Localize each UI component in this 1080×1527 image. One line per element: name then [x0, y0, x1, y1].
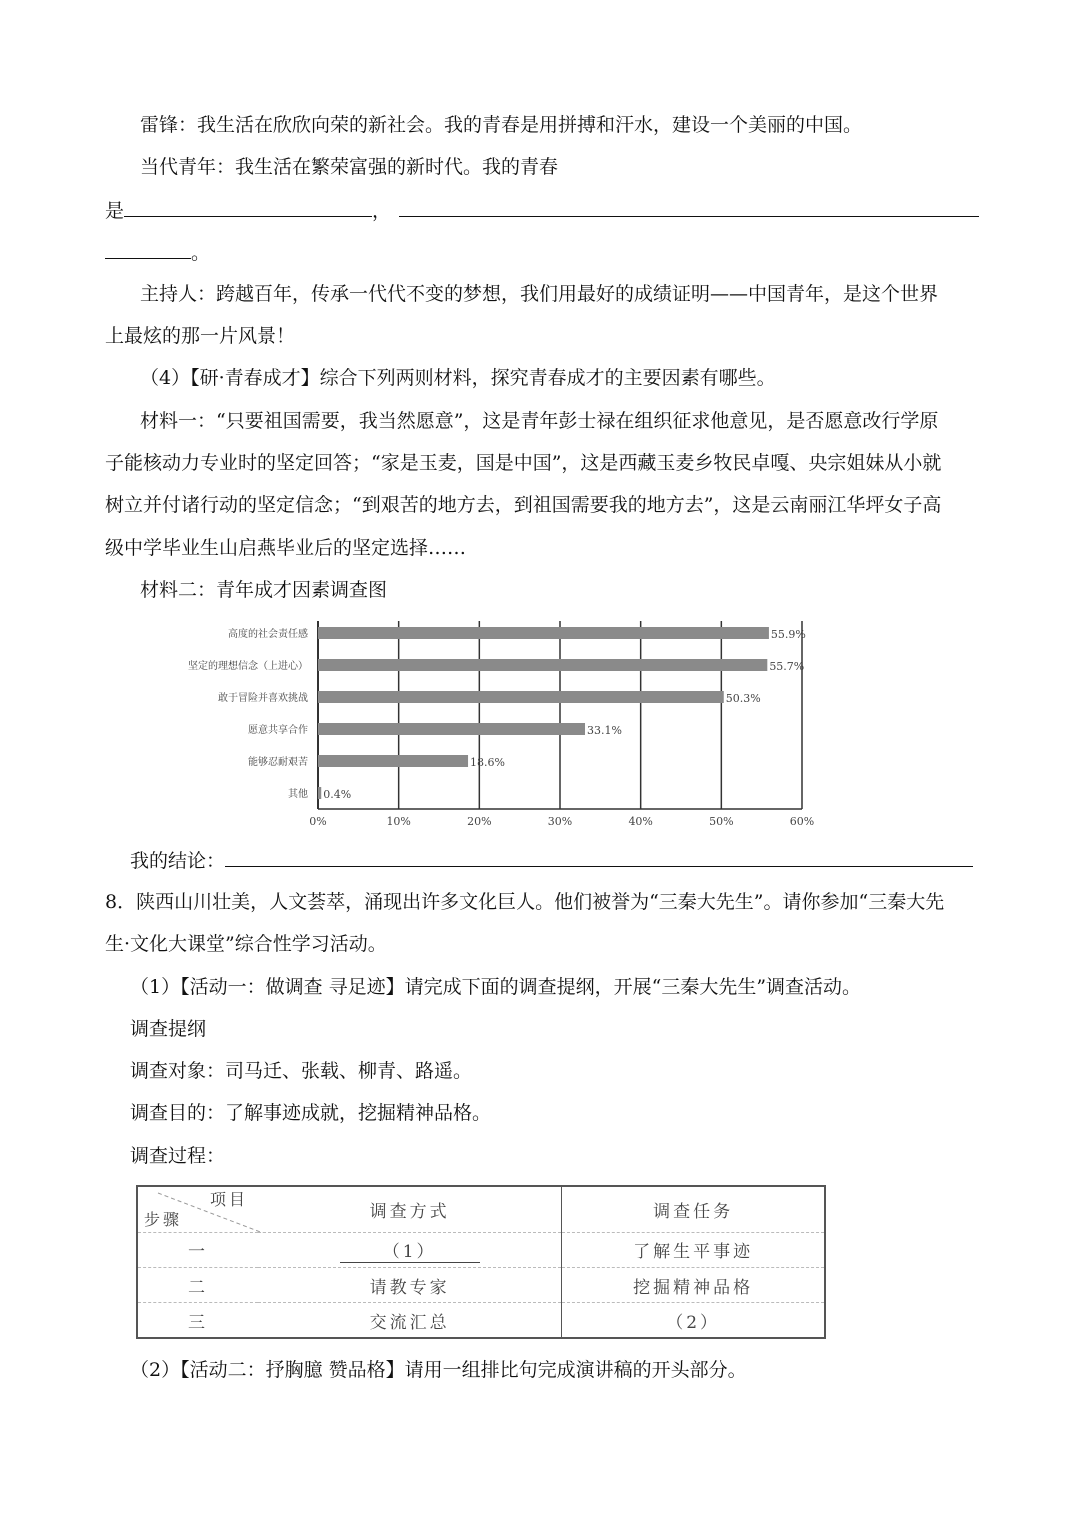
text: ， — [372, 200, 392, 222]
task: 了解生平事迹 — [562, 1232, 825, 1268]
category-label: 能够忍耐艰苦 — [248, 757, 308, 768]
survey-table — [136, 1185, 826, 1339]
question-8: 8．陕西山川壮美，人文荟萃，涌现出许多文化巨人。他们被誉为“三秦大先生”。请你参加“三秦大先 — [105, 891, 945, 913]
text-line: 材料二：青年成才因素调查图 — [140, 579, 388, 601]
table-row — [137, 1303, 825, 1338]
x-tick-label: 10% — [386, 815, 411, 828]
bar — [318, 627, 769, 639]
text-line: 子能核动力专业时的坚定回答；“家是玉麦，国是中国”，这是西藏玉麦乡牧民卓嘎、央宗姐妹从小就 — [105, 452, 942, 474]
bar — [318, 723, 585, 735]
answer-blank[interactable] — [124, 198, 372, 217]
text-line: 雷锋：我生活在欣欣向荣的新社会。我的青春是用拼搏和汗水，建设一个美丽的中国。 — [140, 114, 863, 136]
step: 一 — [137, 1232, 258, 1268]
text-line: 调查目的：了解事迹成就，挖掘精神品格。 — [130, 1102, 492, 1124]
category-label: 其他 — [288, 789, 308, 800]
text-line: 上最炫的那一片风景！ — [105, 325, 296, 347]
question-8-2: （2）【活动二：抒胸臆 赞品格】请用一组排比句完成演讲稿的开头部分。 — [130, 1359, 747, 1381]
table-row — [137, 1268, 825, 1303]
fill-in-line — [105, 240, 210, 265]
conclusion-line — [130, 848, 973, 873]
bar — [318, 659, 767, 671]
category-label: 高度的社会责任感 — [228, 629, 308, 640]
value-label: 50.3% — [725, 692, 761, 705]
value-label: 55.9% — [770, 628, 806, 641]
fill-in-line — [105, 198, 979, 223]
bar — [318, 691, 724, 703]
text-line: 树立并付诸行动的坚定信念；“到艰苦的地方去，到祖国需要我的地方去”，这是云南丽江华坪女子高 — [105, 494, 942, 516]
text-line: 生·文化大课堂”综合性学习活动。 — [105, 933, 387, 955]
answer-blank[interactable] — [399, 198, 979, 217]
x-tick-label: 40% — [628, 815, 653, 828]
bar-chart — [130, 615, 830, 835]
method: 交流汇总 — [369, 1312, 450, 1333]
category-label: 坚定的理想信念（上进心） — [188, 661, 308, 672]
step: 二 — [137, 1268, 258, 1303]
text-line: 调查提纲 — [130, 1018, 207, 1040]
task[interactable]: （2） — [562, 1303, 825, 1338]
text: 。 — [191, 242, 211, 264]
task: 挖掘精神品格 — [562, 1268, 825, 1303]
category-label: 敢于冒险并喜欢挑战 — [218, 693, 308, 704]
answer-blank[interactable] — [105, 240, 191, 259]
method: 请教专家 — [258, 1268, 562, 1303]
x-tick-label: 60% — [789, 815, 815, 828]
step: 三 — [188, 1312, 208, 1333]
value-label: 33.1% — [587, 724, 622, 737]
value-label: 55.7% — [769, 660, 805, 673]
text-line: 主持人：跨越百年，传承一代代不变的梦想，我们用最好的成绩证明——中国青年，是这个世界 — [140, 283, 939, 305]
bar — [318, 787, 321, 799]
text: 我的结论： — [130, 850, 226, 872]
text-line: （1）【活动一：做调查 寻足迹】请完成下面的调查提纲，开展“三秦大先生”调查活动。 — [130, 976, 862, 998]
answer-blank-1[interactable]: （1） — [340, 1237, 480, 1263]
category-label: 愿意共享合作 — [248, 725, 308, 736]
x-tick-label: 30% — [547, 815, 573, 828]
x-tick-label: 20% — [467, 815, 492, 828]
x-tick-label: 50% — [709, 815, 734, 828]
table-row — [137, 1232, 825, 1268]
text-line: 调查过程： — [130, 1145, 226, 1167]
header-task: 调查任务 — [562, 1186, 825, 1232]
header-step: 步骤 — [144, 1209, 183, 1229]
text-line: 当代青年：我生活在繁荣富强的新时代。我的青春 — [140, 156, 559, 178]
value-label: 0.4% — [323, 788, 352, 801]
header-method: 调查方式 — [258, 1186, 562, 1232]
diagonal-header-cell — [137, 1186, 258, 1232]
x-tick-label: 0% — [309, 815, 327, 828]
value-label: 18.6% — [470, 756, 505, 769]
method[interactable] — [258, 1232, 562, 1268]
bar — [318, 755, 468, 767]
text-line: 材料一：“只要祖国需要，我当然愿意”，这是青年彭士禄在组织征求他意见，是否愿意改行学原 — [140, 410, 939, 432]
header-item: 项目 — [209, 1190, 248, 1209]
text-line: 调查对象：司马迁、张载、柳青、路遥。 — [130, 1060, 473, 1082]
text: 是 — [105, 200, 125, 222]
answer-blank[interactable] — [225, 848, 973, 867]
question-4: （4）【研·青春成才】综合下列两则材料，探究青春成才的主要因素有哪些。 — [140, 367, 776, 389]
text-line: 级中学毕业生山启燕毕业后的坚定选择…… — [105, 537, 467, 559]
